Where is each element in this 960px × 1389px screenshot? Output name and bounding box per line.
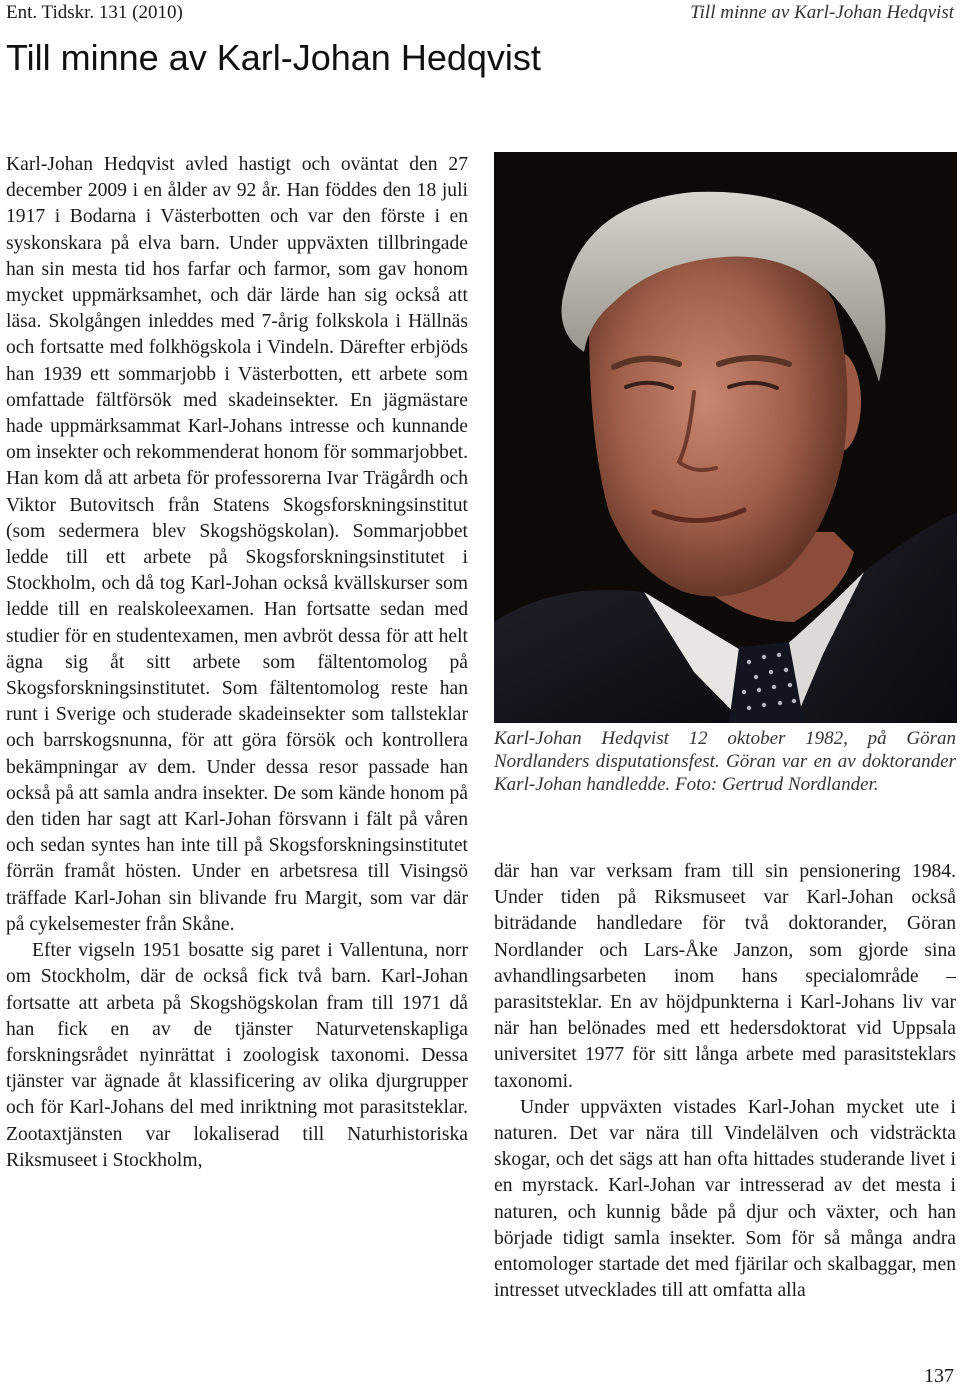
page-number: 137 [924,1365,954,1387]
running-title: Till minne av Karl-Johan Hedqvist [690,2,954,23]
portrait-photo [494,152,957,723]
paragraph: Karl-Johan Hedqvist avled hastigt och oväntat den 27 december 2009 i en ålder av 92 år. Han föddes den 18 juli 1917 i Bodarna i Västerbotten och var den förste i en syskonskara på elva barn. Under uppväxten tillbringade han sin mesta tid hos farfar och farmor, som gav honom mycket uppmärksamhet, och där lärde han sig också att läsa. Skolgången inleddes med 7-årig folkskola i Hällnäs och fortsatte med folkhögskola i Vindeln. Därefter erbjöds han 1939 ett sommarjobb i Västerbotten, ett arbete som omfattade fältförsök med skadeinsekter. En jägmästare hade uppmärksammat Karl-Johans intresse och kunnande om insekter och rekommenderat honom för sommarjobbet. Han kom då att arbeta för professorerna Ivar Trägårdh och Viktor Butovitsch från Statens Skogsforskningsinstitut (som sedermera blev Skogshögskolan). Sommarjobbet ledde till ett arbete på Skogsforskningsinstitutet i Stockholm, och då tog Karl-Johan också kvällskurser som ledde till en realskoleexamen. Han fortsatte sedan med studier för en studentexamen, men avbröt dessa för att helt ägna sig åt sitt arbete som fältentomolog på Skogsforskningsinstitutet. Som fältentomolog reste han runt i Sverige och studerade skadeinsekter som tallsteklar och barrskogsnunna, för att göra försök och kontrollera bekämpningar av dem. Under dessa resor passade han också på att samla andra insekter. De som kände honom på den tiden har sagt att Karl-Johan försvann i fält på våren och sedan syntes han inte till på Skogsforskningsinstitutet förrän framåt hösten. Under en arbetsresa till Visingsö träffade Karl-Johan sin blivande fru Margit, som var där på cykelsemester från Skåne. [6,154,468,935]
journal-citation: Ent. Tidskr. 131 (2010) [6,2,183,23]
paragraph: där han var verksam fram till sin pensionering 1984. Under tiden på Riksmuseet var Karl-Johan också biträdande handledare för två doktorander, Göran Nordlander och Lars-Åke Janzon, som gjorde sina avhandlingsarbeten inom hans specialområde – parasitsteklar. En av höjdpunkterna i Karl-Johans liv var när han belönades med ett hedersdoktorat vid Uppsala universitet 1977 för sitt långa arbete med parasitsteklars taxonomi. [494,861,956,1092]
right-text-column [494,859,956,1339]
left-text-column [6,152,468,1332]
paragraph: Efter vigseln 1951 bosatte sig paret i Vallentuna, norr om Stockholm, där de också fick två barn. Karl-Johan fortsatte att arbeta på Skogshögskolan fram till 1971 då han fick en av de tjänster Naturvetenskapliga forskningsrådet nyinrättat i zoologisk taxonomi. Dessa tjänster var ägnade åt klassificering av olika djurgrupper och för Karl-Johans del med inriktning mot parasitsteklar. Zootaxtjänsten var lokaliserad till Naturhistoriska Riksmuseet i Stockholm, [6,940,468,1171]
article-title: Till minne av Karl-Johan Hedqvist [6,37,541,78]
paragraph: Under uppväxten vistades Karl-Johan mycket ute i naturen. Det var nära till Vindelälven och vidsträckta skogar, och det sägs att han ofta hittades studerande livet i en myrstack. Karl-Johan var intresserad av det mesta i naturen, och kunnig både på djur och växter, och han började tidigt samla insekter. Som för så många andra entomologer startade det med fjärilar och skalbaggar, men intresset utvecklades till att omfatta alla [494,1096,956,1302]
photo-caption: Karl-Johan Hedqvist 12 oktober 1982, på Göran Nordlanders disputationsfest. Göran var en av doktorander Karl-Johan handledde. Foto: Gertrud Nordlander. [494,728,956,795]
